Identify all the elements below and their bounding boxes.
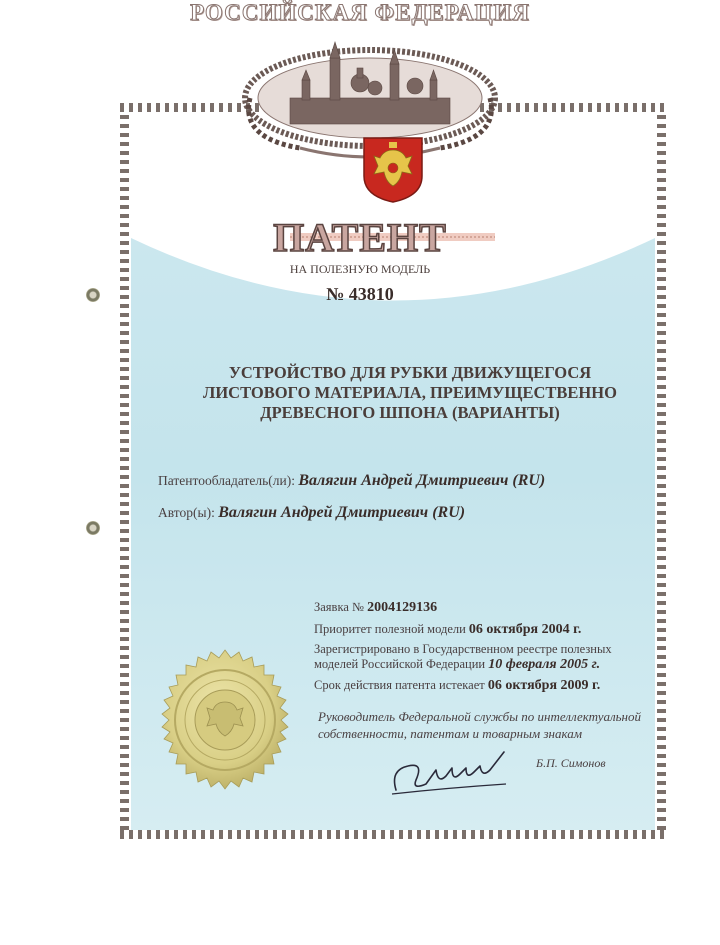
document-subtitle: НА ПОЛЕЗНУЮ МОДЕЛЬ <box>289 262 431 276</box>
registered-row-2 <box>314 657 600 673</box>
application-row <box>314 600 437 616</box>
coat-of-arms-icon <box>362 136 424 204</box>
application-number: 2004129136 <box>367 600 438 615</box>
handwritten-signature <box>386 740 516 800</box>
author-value: Валягин Андрей Дмитриевич (RU) <box>218 504 466 521</box>
invention-title-line: УСТРОЙСТВО ДЛЯ РУБКИ ДВИЖУЩЕГОСЯ <box>228 363 592 382</box>
priority-label: Приоритет полезной модели <box>314 622 466 636</box>
registered-row-1 <box>314 642 612 657</box>
registered-label-1: Зарегистрировано в Государственном реестре полезных <box>314 642 612 656</box>
priority-date: 06 октября 2004 г. <box>468 622 582 637</box>
registered-label-2: моделей Российской Федерации <box>314 657 486 671</box>
author-row <box>158 504 465 522</box>
patent-holder-value: Валягин Андрей Дмитриевич (RU) <box>298 472 546 489</box>
country-header: РОССИЙСКАЯ ФЕДЕРАЦИЯ <box>190 0 530 25</box>
invention-title-line: ДРЕВЕСНОГО ШПОНА (ВАРИАНТЫ) <box>260 403 560 422</box>
expiry-row <box>314 678 600 694</box>
signatory-position-line: Руководитель Федеральной службы по интеллектуальной <box>318 709 642 724</box>
patent-holder-row <box>158 472 545 490</box>
signatory-position <box>318 708 658 742</box>
application-label: Заявка № <box>314 600 364 614</box>
invention-title-line: ЛИСТОВОГО МАТЕРИАЛА, ПРЕИМУЩЕСТВЕННО <box>203 383 617 402</box>
signatory-name: Б.П. Симонов <box>536 756 606 770</box>
registered-date: 10 февраля 2005 г. <box>488 657 601 672</box>
author-label: Автор(ы): <box>158 505 215 520</box>
document-title: ПАТЕНТ <box>273 215 447 260</box>
patent-holder-label: Патентообладатель(ли): <box>158 473 295 488</box>
binder-hole-icon <box>86 521 100 535</box>
signatory-position-line: собственности, патентам и товарным знакам <box>318 726 583 741</box>
priority-row <box>314 622 581 638</box>
gold-seal-icon <box>150 648 300 798</box>
expiry-label: Срок действия патента истекает <box>314 678 485 692</box>
expiry-date: 06 октября 2009 г. <box>487 678 601 693</box>
invention-title <box>140 363 680 423</box>
patent-number: № 43810 <box>326 284 394 304</box>
